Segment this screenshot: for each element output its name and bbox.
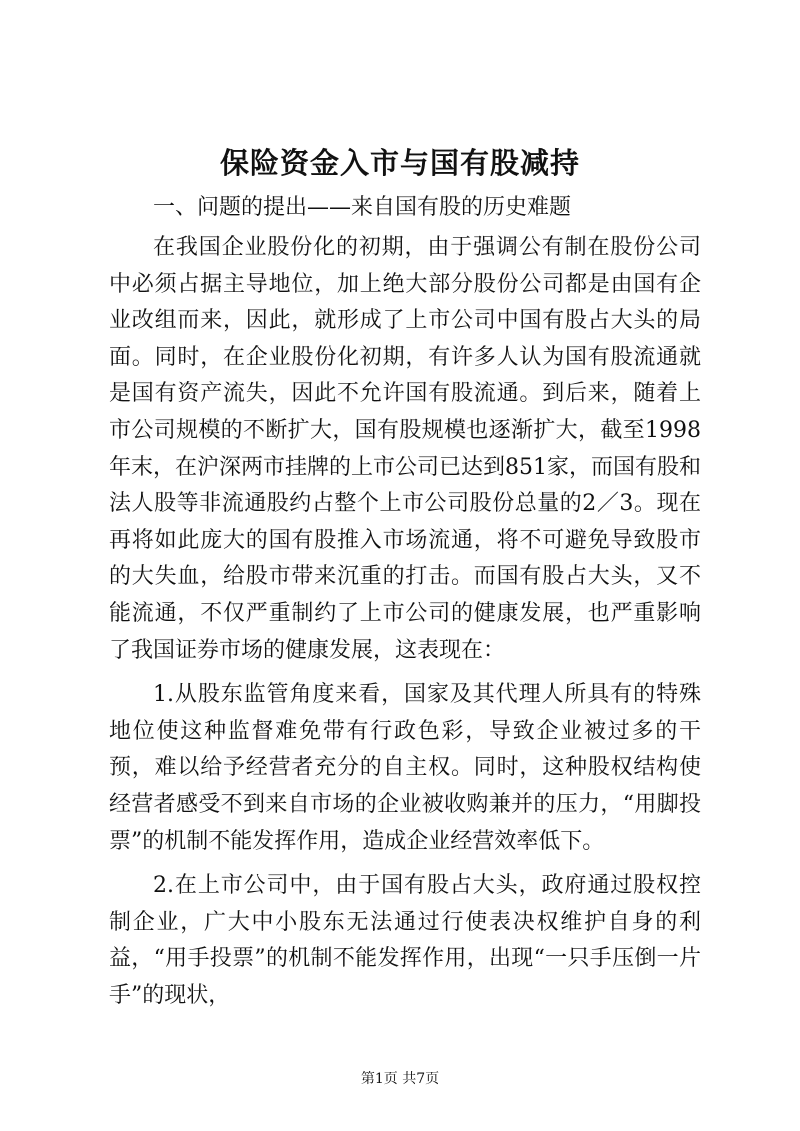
page-footer: 第1页 共7页 xyxy=(360,1071,440,1087)
document-body xyxy=(109,190,701,1022)
section-heading: 一、问题的提出——来自国有股的历史难题 xyxy=(153,195,572,220)
paragraph-point-1: 1.从股东监管角度来看，国家及其代理人所具有的特殊地位使这种监督难免带有行政色彩，导致企业被过多的干预，难以给予经营者充分的自主权。同时，这种股权结构使经营者感受不到来自市场的企业被收购兼并的压力，“用脚投票”的机制不能发挥作用，造成企业经营效率低下。 xyxy=(109,682,701,854)
document-title: 保险资金入市与国有股减持 xyxy=(219,146,580,180)
paragraph-intro: 在我国企业股份化的初期，由于强调公有制在股份公司中必须占据主导地位，加上绝大部分股份公司都是由国有企业改组而来，因此，就形成了上市公司中国有股占大头的局面。同时，在企业股份化初期，有许多人认为国有股流通就是国有资产流失，因此不允许国有股流通。到后来，随着上市公司规模的不断扩大，国有股规模也逐渐扩大，截至1998年末，在沪深两市挂牌的上市公司已达到851家，而国有股和法人股等非流通股约占整个上市公司股份总量的2／3。现在再将如此庞大的国有股推入市场流通，将不可避免导致股市的大失血，给股市带来沉重的打击。而国有股占大头，又不能流通，不仅严重制约了上市公司的健康发展，也严重影响了我国证券市场的健康发展，这表现在： xyxy=(109,235,701,663)
paragraph-point-2: 2.在上市公司中，由于国有股占大头，政府通过股权控制企业，广大中小股东无法通过行使表决权维护自身的利益，“用手投票”的机制不能发挥作用，出现“一只手压倒一片手”的现状， xyxy=(109,873,701,1008)
